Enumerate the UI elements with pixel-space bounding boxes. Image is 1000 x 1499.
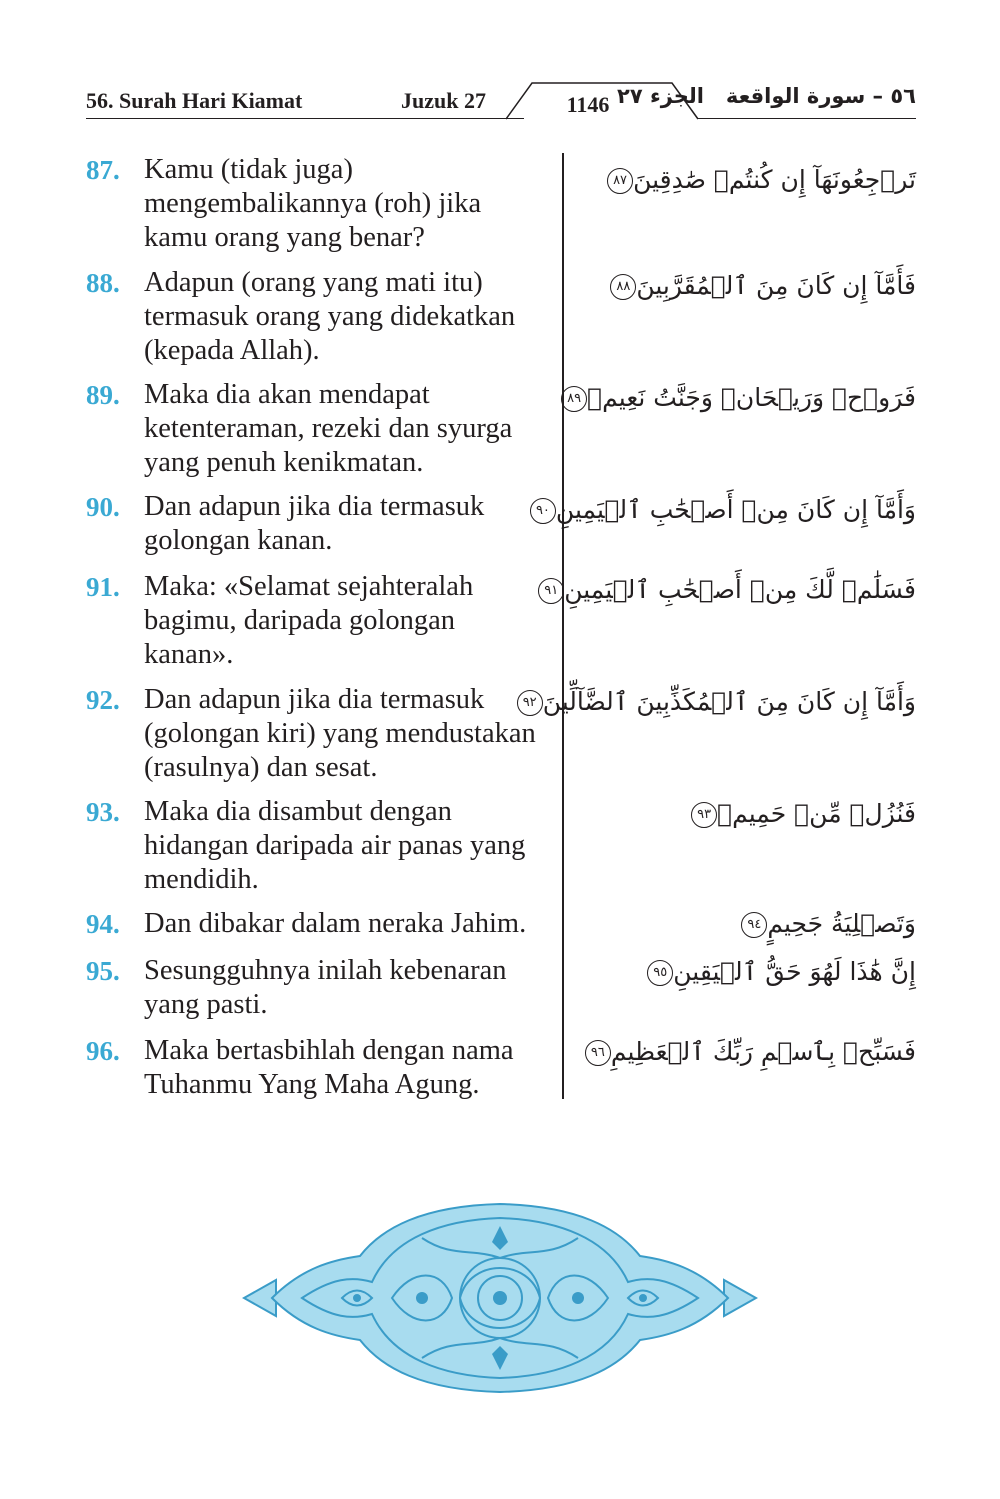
verse-line: Maka: «Selamat sejahteralah (144, 571, 474, 602)
ayah-end-marker: ٨٩ (561, 386, 587, 412)
verse-line: termasuk orang yang didekatkan (144, 301, 516, 332)
ayah-end-marker: ٩١ (538, 578, 564, 604)
verse-number: 89. (86, 380, 120, 410)
ornament-center (493, 1291, 507, 1305)
ayah-end-marker: ٨٨ (610, 274, 636, 300)
ayah-end-marker: ٩٤ (741, 912, 767, 938)
verse-number: 87. (86, 155, 120, 185)
verse-number: 91. (86, 572, 120, 602)
verse-text (144, 266, 564, 368)
verse-line: (rasulnya) dan sesat. (144, 752, 378, 783)
verse-line: yang pasti. (144, 989, 268, 1020)
verse-line: Dan adapun jika dia termasuk (144, 684, 485, 715)
arabic-text: فَسَبِّحۡ بِٱسۡمِ رَبِّكَ ٱلۡعَظِيمِ (610, 1037, 916, 1066)
verse-95-arabic (643, 952, 916, 992)
verse-text (144, 153, 564, 255)
verse-line: Maka bertasbihlah dengan nama (144, 1035, 514, 1066)
verse-text (144, 1034, 564, 1102)
juz-label: Juzuk 27 (401, 88, 486, 113)
verse-line: Kamu (tidak juga) (144, 154, 353, 185)
arabic-text: وَأَمَّآ إِن كَانَ مِنۡ أَصۡحَٰبِ ٱلۡيَمِينِ (555, 495, 916, 524)
verse-89-arabic (557, 378, 916, 418)
ayah-end-marker: ٩٢ (517, 690, 543, 716)
arabic-text: فَرَوۡحٞ وَرَيۡحَانٞ وَجَنَّتُ نَعِيمٖ (587, 383, 916, 412)
verse-number: 88. (86, 268, 120, 298)
arabic-text: وَأَمَّآ إِن كَانَ مِنَ ٱلۡمُكَذِّبِينَ ٱلضَّآلِّينَ (542, 687, 916, 716)
verse-number: 96. (86, 1036, 120, 1066)
verse-line: (golongan kiri) yang mendustakan (144, 718, 536, 749)
ayah-end-marker: ٩٦ (585, 1040, 611, 1066)
arabic-text: إِنَّ هَٰذَا لَهُوَ حَقُّ ٱلۡيَقِينِ (673, 957, 916, 986)
arabic-text: فَأَمَّآ إِن كَانَ مِنَ ٱلۡمُقَرَّبِينَ (636, 271, 916, 300)
verse-88-arabic (606, 266, 916, 306)
arabic-text: تَرۡجِعُونَهَآ إِن كُنتُمۡ صَٰدِقِينَ (633, 165, 916, 194)
floral-ornament (242, 1198, 758, 1398)
verse-line: Maka dia disambut dengan (144, 796, 452, 827)
verse-line: Dan adapun jika dia termasuk (144, 491, 485, 522)
verse-94-arabic (737, 904, 916, 944)
verse-text (144, 378, 564, 480)
arabic-text: فَسَلَٰمٞ لَّكَ مِنۡ أَصۡحَٰبِ ٱلۡيَمِينِ (564, 575, 916, 604)
verse-line: Adapun (orang yang mati itu) (144, 267, 483, 298)
page-header (86, 80, 916, 122)
verse-number: 95. (86, 956, 120, 986)
ayah-end-marker: ٩٠ (530, 498, 556, 524)
verse-line: (kepada Allah). (144, 335, 320, 366)
verse-91-arabic (534, 570, 916, 610)
verse-line: ketenteraman, rezeki dan syurga (144, 413, 513, 444)
verse-number: 92. (86, 685, 120, 715)
verse-line: yang penuh kenikmatan. (144, 447, 424, 478)
verse-line: Maka dia akan mendapat (144, 379, 430, 410)
ayah-end-marker: ٩٥ (647, 960, 673, 986)
verse-text (144, 683, 564, 785)
verse-line: kanan». (144, 639, 234, 670)
ayah-end-marker: ٨٧ (607, 168, 633, 194)
verse-line: golongan kanan. (144, 525, 333, 556)
surah-title: 56. Surah Hari Kiamat (86, 88, 303, 113)
header-rule-right (698, 118, 916, 119)
verse-text (144, 907, 564, 941)
verse-text (144, 570, 564, 672)
ayah-end-marker: ٩٣ (691, 802, 717, 828)
surah-arabic-title: ٥٦ – سورة الواقعة (725, 84, 916, 108)
verse-text (144, 490, 564, 558)
verse-92-arabic (513, 682, 916, 722)
header-rule-left (86, 118, 524, 119)
verse-93-arabic (687, 794, 916, 834)
verse-96-arabic (581, 1032, 916, 1072)
verse-87-arabic (603, 160, 916, 200)
page-number: 1146 (566, 92, 610, 117)
verse-90-arabic (526, 490, 916, 530)
arabic-text: فَنُزُلٞ مِّنۡ حَمِيمٖ (717, 799, 916, 828)
verse-line: mengembalikannya (roh) jika (144, 188, 482, 219)
verse-text (144, 954, 564, 1022)
verse-line: mendidih. (144, 864, 259, 895)
verse-text (144, 795, 564, 897)
verse-line: Dan dibakar dalam neraka Jahim. (144, 908, 527, 939)
verse-line: Tuhanmu Yang Maha Agung. (144, 1069, 480, 1100)
verse-line: Sesungguhnya inilah kebenaran (144, 955, 507, 986)
arabic-text: وَتَصۡلِيَةُ جَحِيمٍ (767, 909, 916, 938)
verse-line: kamu orang yang benar? (144, 222, 425, 253)
verse-number: 94. (86, 909, 120, 939)
verse-line: bagimu, daripada golongan (144, 605, 456, 636)
juz-arabic: الجزء ٢٧ (617, 84, 704, 108)
verse-line: hidangan daripada air panas yang (144, 830, 526, 861)
verse-number: 93. (86, 797, 120, 827)
verse-number: 90. (86, 492, 120, 522)
